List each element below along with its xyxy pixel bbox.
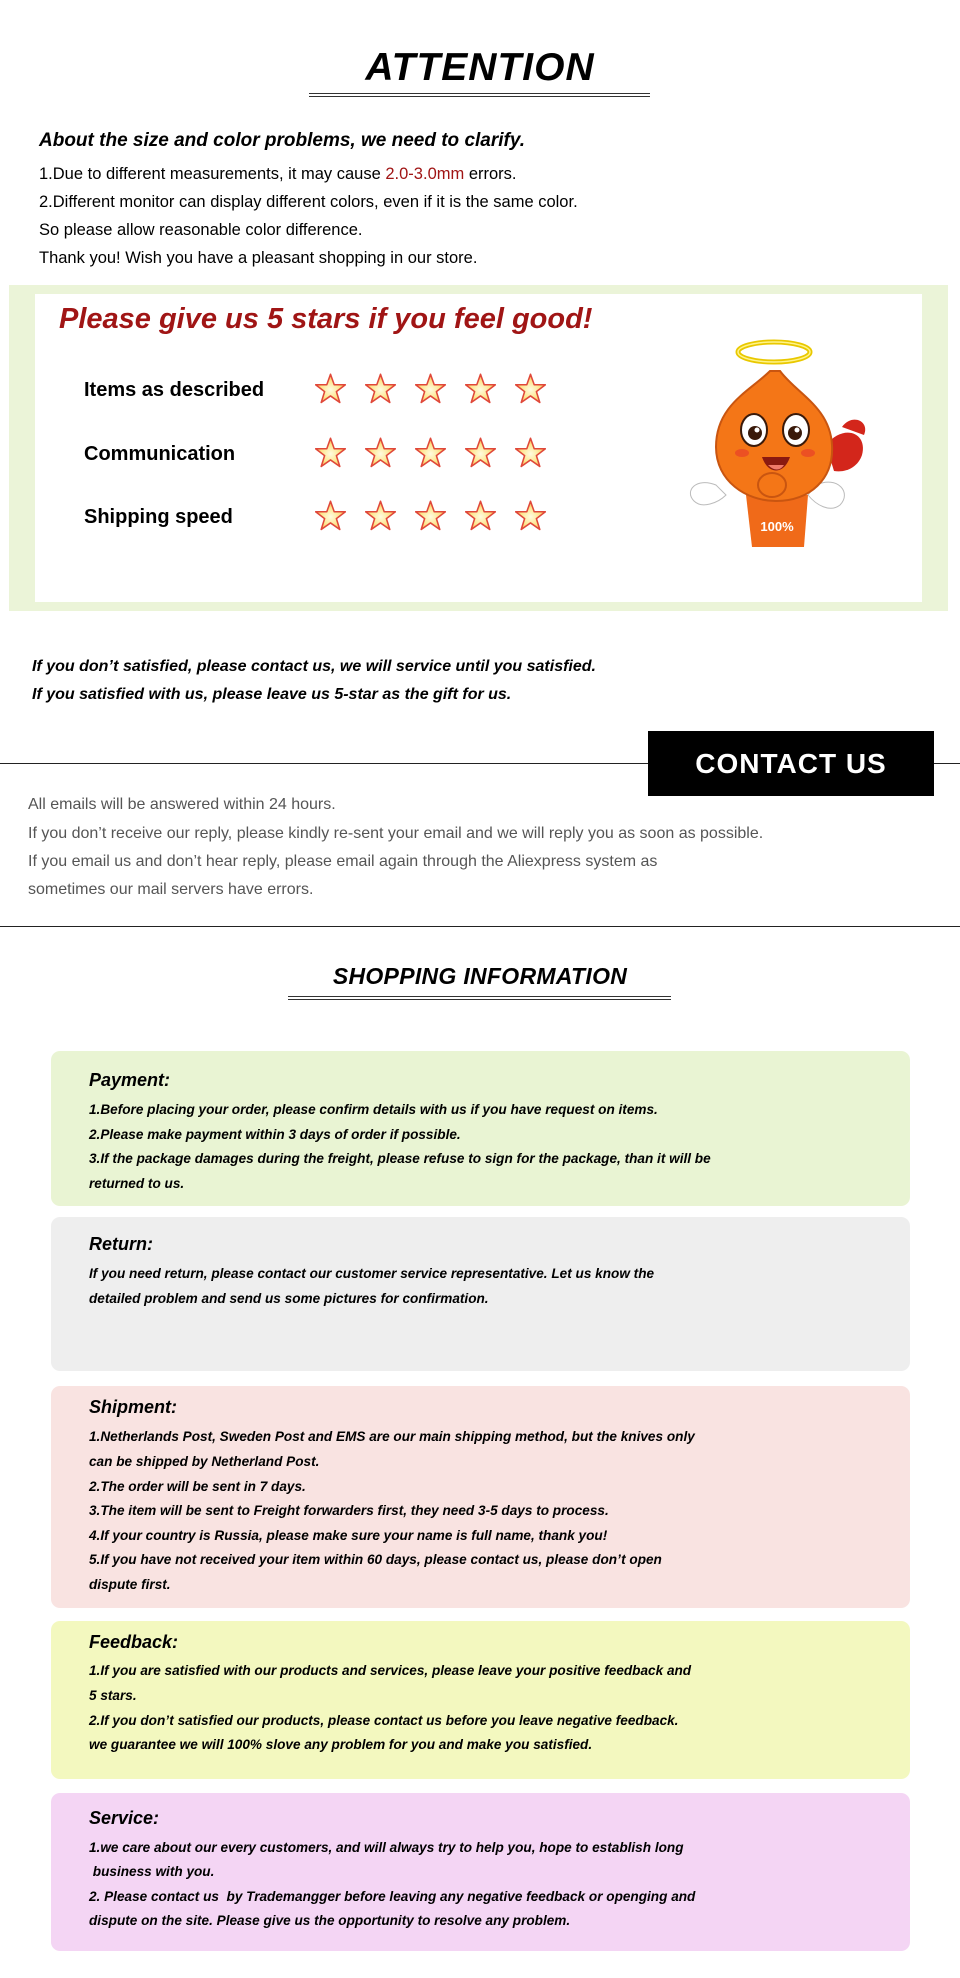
star-row-communication (315, 437, 546, 468)
star-icon (315, 437, 346, 468)
star-icon (415, 437, 446, 468)
feedback-title: Feedback: (89, 1632, 179, 1652)
star-icon (315, 500, 346, 531)
shipment-line-3: 2.The order will be sent in 7 days. (89, 1479, 306, 1494)
payment-line-2: 2.Please make payment within 3 days of order if possible. (89, 1127, 461, 1142)
shipment-card (51, 1386, 910, 1608)
star-icon (315, 373, 346, 404)
shipment-line-7: dispute first. (89, 1577, 171, 1592)
service-line-2: business with you. (89, 1864, 215, 1879)
star-icon (465, 437, 496, 468)
star-icon (515, 373, 546, 404)
attention-line-3: So please allow reasonable color difference. (39, 221, 363, 239)
rating-label-shipping: Shipping speed (84, 506, 233, 528)
star-icon (515, 500, 546, 531)
mascot-shirt-text: 100% (760, 519, 794, 534)
shopping-info-title: SHOPPING INFORMATION (332, 963, 628, 989)
service-title: Service: (89, 1808, 160, 1828)
shipment-line-1: 1.Netherlands Post, Sweden Post and EMS are our main shipping method, but the knives only (89, 1429, 695, 1444)
attention-line-1-suffix: errors. (464, 165, 517, 183)
attention-line-1-prefix: 1.Due to different measurements, it may cause (39, 165, 386, 183)
attention-subtitle: About the size and color problems, we need to clarify. (39, 130, 525, 151)
payment-line-3: 3.If the package damages during the freight, please refuse to sign for the package, than it will be (89, 1151, 711, 1166)
service-line-1: 1.we care about our every customers, and will always try to help you, hope to establish long (89, 1840, 684, 1855)
rating-label-communication: Communication (84, 443, 236, 465)
star-row-shipping (315, 500, 546, 531)
attention-line-4: Thank you! Wish you have a pleasant shopping in our store. (39, 249, 478, 267)
attention-line-1 (39, 165, 517, 184)
rating-label-items: Items as described (84, 379, 265, 401)
contact-bottom-divider (0, 926, 960, 927)
shipment-title: Shipment: (89, 1397, 177, 1417)
return-title: Return: (89, 1234, 153, 1254)
satisfaction-line-2: If you satisfied with us, please leave us 5-star as the gift for us. (32, 686, 512, 703)
orange-angel-mascot-icon (676, 335, 882, 555)
payment-line-1: 1.Before placing your order, please confirm details with us if you have request on items. (89, 1102, 658, 1117)
feedback-line-2: 5 stars. (89, 1688, 137, 1703)
attention-line-1-highlight: 2.0-3.0mm (385, 165, 465, 183)
star-row-items (315, 373, 546, 404)
contact-line-3: If you email us and don’t hear reply, please email again through the Aliexpress system as (28, 853, 658, 870)
star-icon (515, 437, 546, 468)
contact-line-4: sometimes our mail servers have errors. (28, 881, 314, 898)
shipment-line-2: can be shipped by Netherland Post. (89, 1454, 320, 1469)
star-icon (415, 373, 446, 404)
feedback-line-1: 1.If you are satisfied with our products and services, please leave your positive feedback and (89, 1663, 692, 1678)
rating-headline: Please give us 5 stars if you feel good! (59, 303, 593, 335)
service-line-4: dispute on the site. Please give us the opportunity to resolve any problem. (89, 1913, 571, 1928)
star-icon (465, 500, 496, 531)
contact-us-heading: CONTACT US (648, 731, 934, 796)
payment-line-4: returned to us. (89, 1176, 185, 1191)
contact-line-2: If you don’t receive our reply, please kindly re-sent your email and we will reply you as soon as possible. (28, 825, 764, 842)
payment-title: Payment: (89, 1070, 171, 1090)
shipment-line-5: 4.If your country is Russia, please make sure your name is full name, thank you! (89, 1528, 608, 1543)
return-line-1: If you need return, please contact our customer service representative. Let us know the (89, 1266, 655, 1281)
feedback-line-4: we guarantee we will 100% slove any problem for you and make you satisfied. (89, 1737, 593, 1752)
star-icon (365, 437, 396, 468)
star-icon (365, 373, 396, 404)
star-icon (415, 500, 446, 531)
service-line-3: 2. Please contact us by Trademangger before leaving any negative feedback or openging and (89, 1889, 696, 1904)
shipment-line-6: 5.If you have not received your item within 60 days, please contact us, please don’t open (89, 1552, 662, 1567)
star-icon (365, 500, 396, 531)
attention-title: ATTENTION (365, 46, 595, 89)
star-icon (465, 373, 496, 404)
shopping-info-divider (288, 996, 671, 1000)
attention-line-2: 2.Different monitor can display different colors, even if it is the same color. (39, 193, 578, 211)
attention-divider (309, 93, 650, 97)
contact-line-1: All emails will be answered within 24 hours. (28, 796, 336, 813)
feedback-card (51, 1621, 910, 1779)
return-line-2: detailed problem and send us some pictures for confirmation. (89, 1291, 489, 1306)
feedback-line-3: 2.If you don’t satisfied our products, please contact us before you leave negative feedback. (89, 1713, 679, 1728)
satisfaction-line-1: If you don’t satisfied, please contact us, we will service until you satisfied. (32, 658, 596, 675)
shipment-line-4: 3.The item will be sent to Freight forwarders first, they need 3-5 days to process. (89, 1503, 609, 1518)
